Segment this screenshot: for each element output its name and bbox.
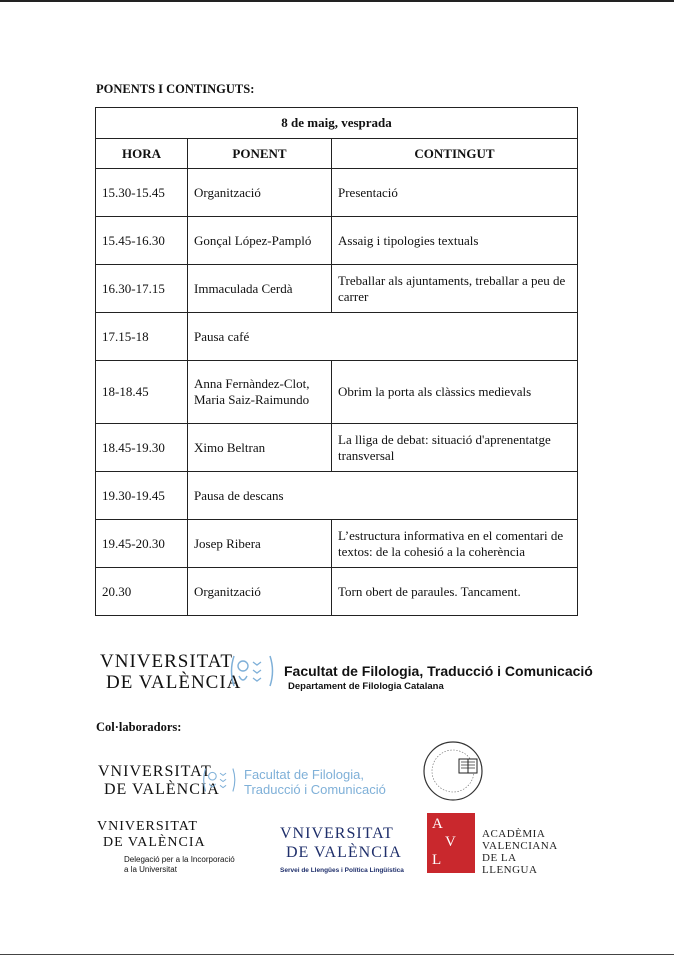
cell-contingut: Assaig i tipologies textuals	[332, 217, 578, 265]
collab-spl-uv-line1: VNIVERSITAT	[280, 825, 394, 842]
avl-letter-a: A	[432, 816, 443, 832]
logo-department-name: Departament de Filologia Catalana	[288, 681, 444, 692]
faculty-emblem-icon	[201, 766, 239, 794]
avl-letter-l: L	[432, 852, 442, 868]
avl-text-line2: VALENCIANA	[482, 840, 558, 852]
collab-spl-text-line1: Servei de Llengües i Política Lingüística	[280, 867, 404, 874]
cell-contingut: L’estructura informativa en el comentari de textos: de la cohesió a la coherència	[332, 520, 578, 568]
main-university-logo	[100, 651, 593, 694]
avl-logo-text	[482, 828, 558, 876]
collab-spl-uv-line2: DE VALÈNCIA	[286, 844, 402, 861]
column-header-row	[96, 139, 578, 169]
institutional-seal-icon	[422, 740, 484, 802]
cell-ponent: Immaculada Cerdà	[188, 265, 332, 313]
cell-hora: 18.45-19.30	[96, 424, 188, 472]
collab-spl-logo	[280, 826, 420, 876]
avl-text-line1: ACADÈMIA	[482, 828, 546, 840]
table-row	[96, 217, 578, 265]
cell-ponent: Gonçal López-Pampló	[188, 217, 332, 265]
table-row	[96, 520, 578, 568]
cell-ponent: Pausa café	[188, 313, 578, 361]
cell-hora: 17.15-18	[96, 313, 188, 361]
faculty-emblem-icon	[228, 654, 278, 688]
bottom-border-line	[0, 954, 674, 955]
collab-incorporacio-uv-line1: VNIVERSITAT	[97, 819, 198, 834]
cell-contingut: Treballar als ajuntaments, treballar a peu de carrer	[332, 265, 578, 313]
cell-contingut: La lliga de debat: situació d'aprenentatge transversal	[332, 424, 578, 472]
collab-incorporacio-logo	[97, 820, 257, 876]
column-header-ponent: PONENT	[188, 139, 332, 169]
table-row	[96, 313, 578, 361]
cell-hora: 19.45-20.30	[96, 520, 188, 568]
collab-faculty-text-line1: Facultat de Filologia,	[244, 767, 364, 782]
collab-faculty-uv-line1: VNIVERSITAT	[98, 763, 212, 780]
section-title: PONENTS I CONTINGUTS:	[96, 82, 255, 96]
collab-faculty-text-line2: Traducció i Comunicació	[244, 782, 386, 797]
collab-incorporacio-text-line2: a la Universitat	[124, 865, 177, 874]
table-row	[96, 169, 578, 217]
cell-ponent: Organització	[188, 568, 332, 616]
table-row	[96, 265, 578, 313]
cell-ponent: Josep Ribera	[188, 520, 332, 568]
cell-hora: 15.30-15.45	[96, 169, 188, 217]
avl-logo-box	[427, 813, 475, 873]
column-header-hora: HORA	[96, 139, 188, 169]
collab-incorporacio-text-line1: Delegació per a la Incorporació	[124, 855, 235, 864]
day-title: 8 de maig, vesprada	[96, 108, 578, 139]
avl-text-line3: DE LA	[482, 852, 517, 864]
logo-uv-line2: DE VALÈNCIA	[106, 672, 242, 693]
cell-hora: 16.30-17.15	[96, 265, 188, 313]
cell-contingut: Presentació	[332, 169, 578, 217]
collab-faculty-uv-line2: DE VALÈNCIA	[104, 781, 220, 798]
cell-hora: 15.45-16.30	[96, 217, 188, 265]
cell-ponent: Pausa de descans	[188, 472, 578, 520]
day-header-row	[96, 108, 578, 139]
cell-ponent: Ximo Beltran	[188, 424, 332, 472]
cell-ponent: Organització	[188, 169, 332, 217]
collab-incorporacio-uv-line2: DE VALÈNCIA	[103, 835, 206, 850]
avl-text-line4: LLENGUA	[482, 864, 538, 876]
table-row	[96, 361, 578, 424]
cell-hora: 20.30	[96, 568, 188, 616]
table-row	[96, 472, 578, 520]
cell-contingut: Torn obert de paraules. Tancament.	[332, 568, 578, 616]
cell-ponent: Anna Fernàndez-Clot, Maria Saiz-Raimundo	[188, 361, 332, 424]
table-row	[96, 424, 578, 472]
column-header-contingut: CONTINGUT	[332, 139, 578, 169]
collaborators-label: Col·laboradors:	[96, 720, 182, 734]
table-row	[96, 568, 578, 616]
collab-faculty-logo	[98, 764, 398, 798]
top-border-line	[0, 0, 674, 2]
logo-faculty-name: Facultat de Filologia, Traducció i Comunicació	[284, 663, 593, 679]
cell-contingut: Obrim la porta als clàssics medievals	[332, 361, 578, 424]
cell-hora: 19.30-19.45	[96, 472, 188, 520]
cell-hora: 18-18.45	[96, 361, 188, 424]
schedule-table	[95, 107, 578, 616]
logo-uv-line1: VNIVERSITAT	[100, 651, 233, 672]
avl-letter-v: V	[445, 834, 456, 850]
